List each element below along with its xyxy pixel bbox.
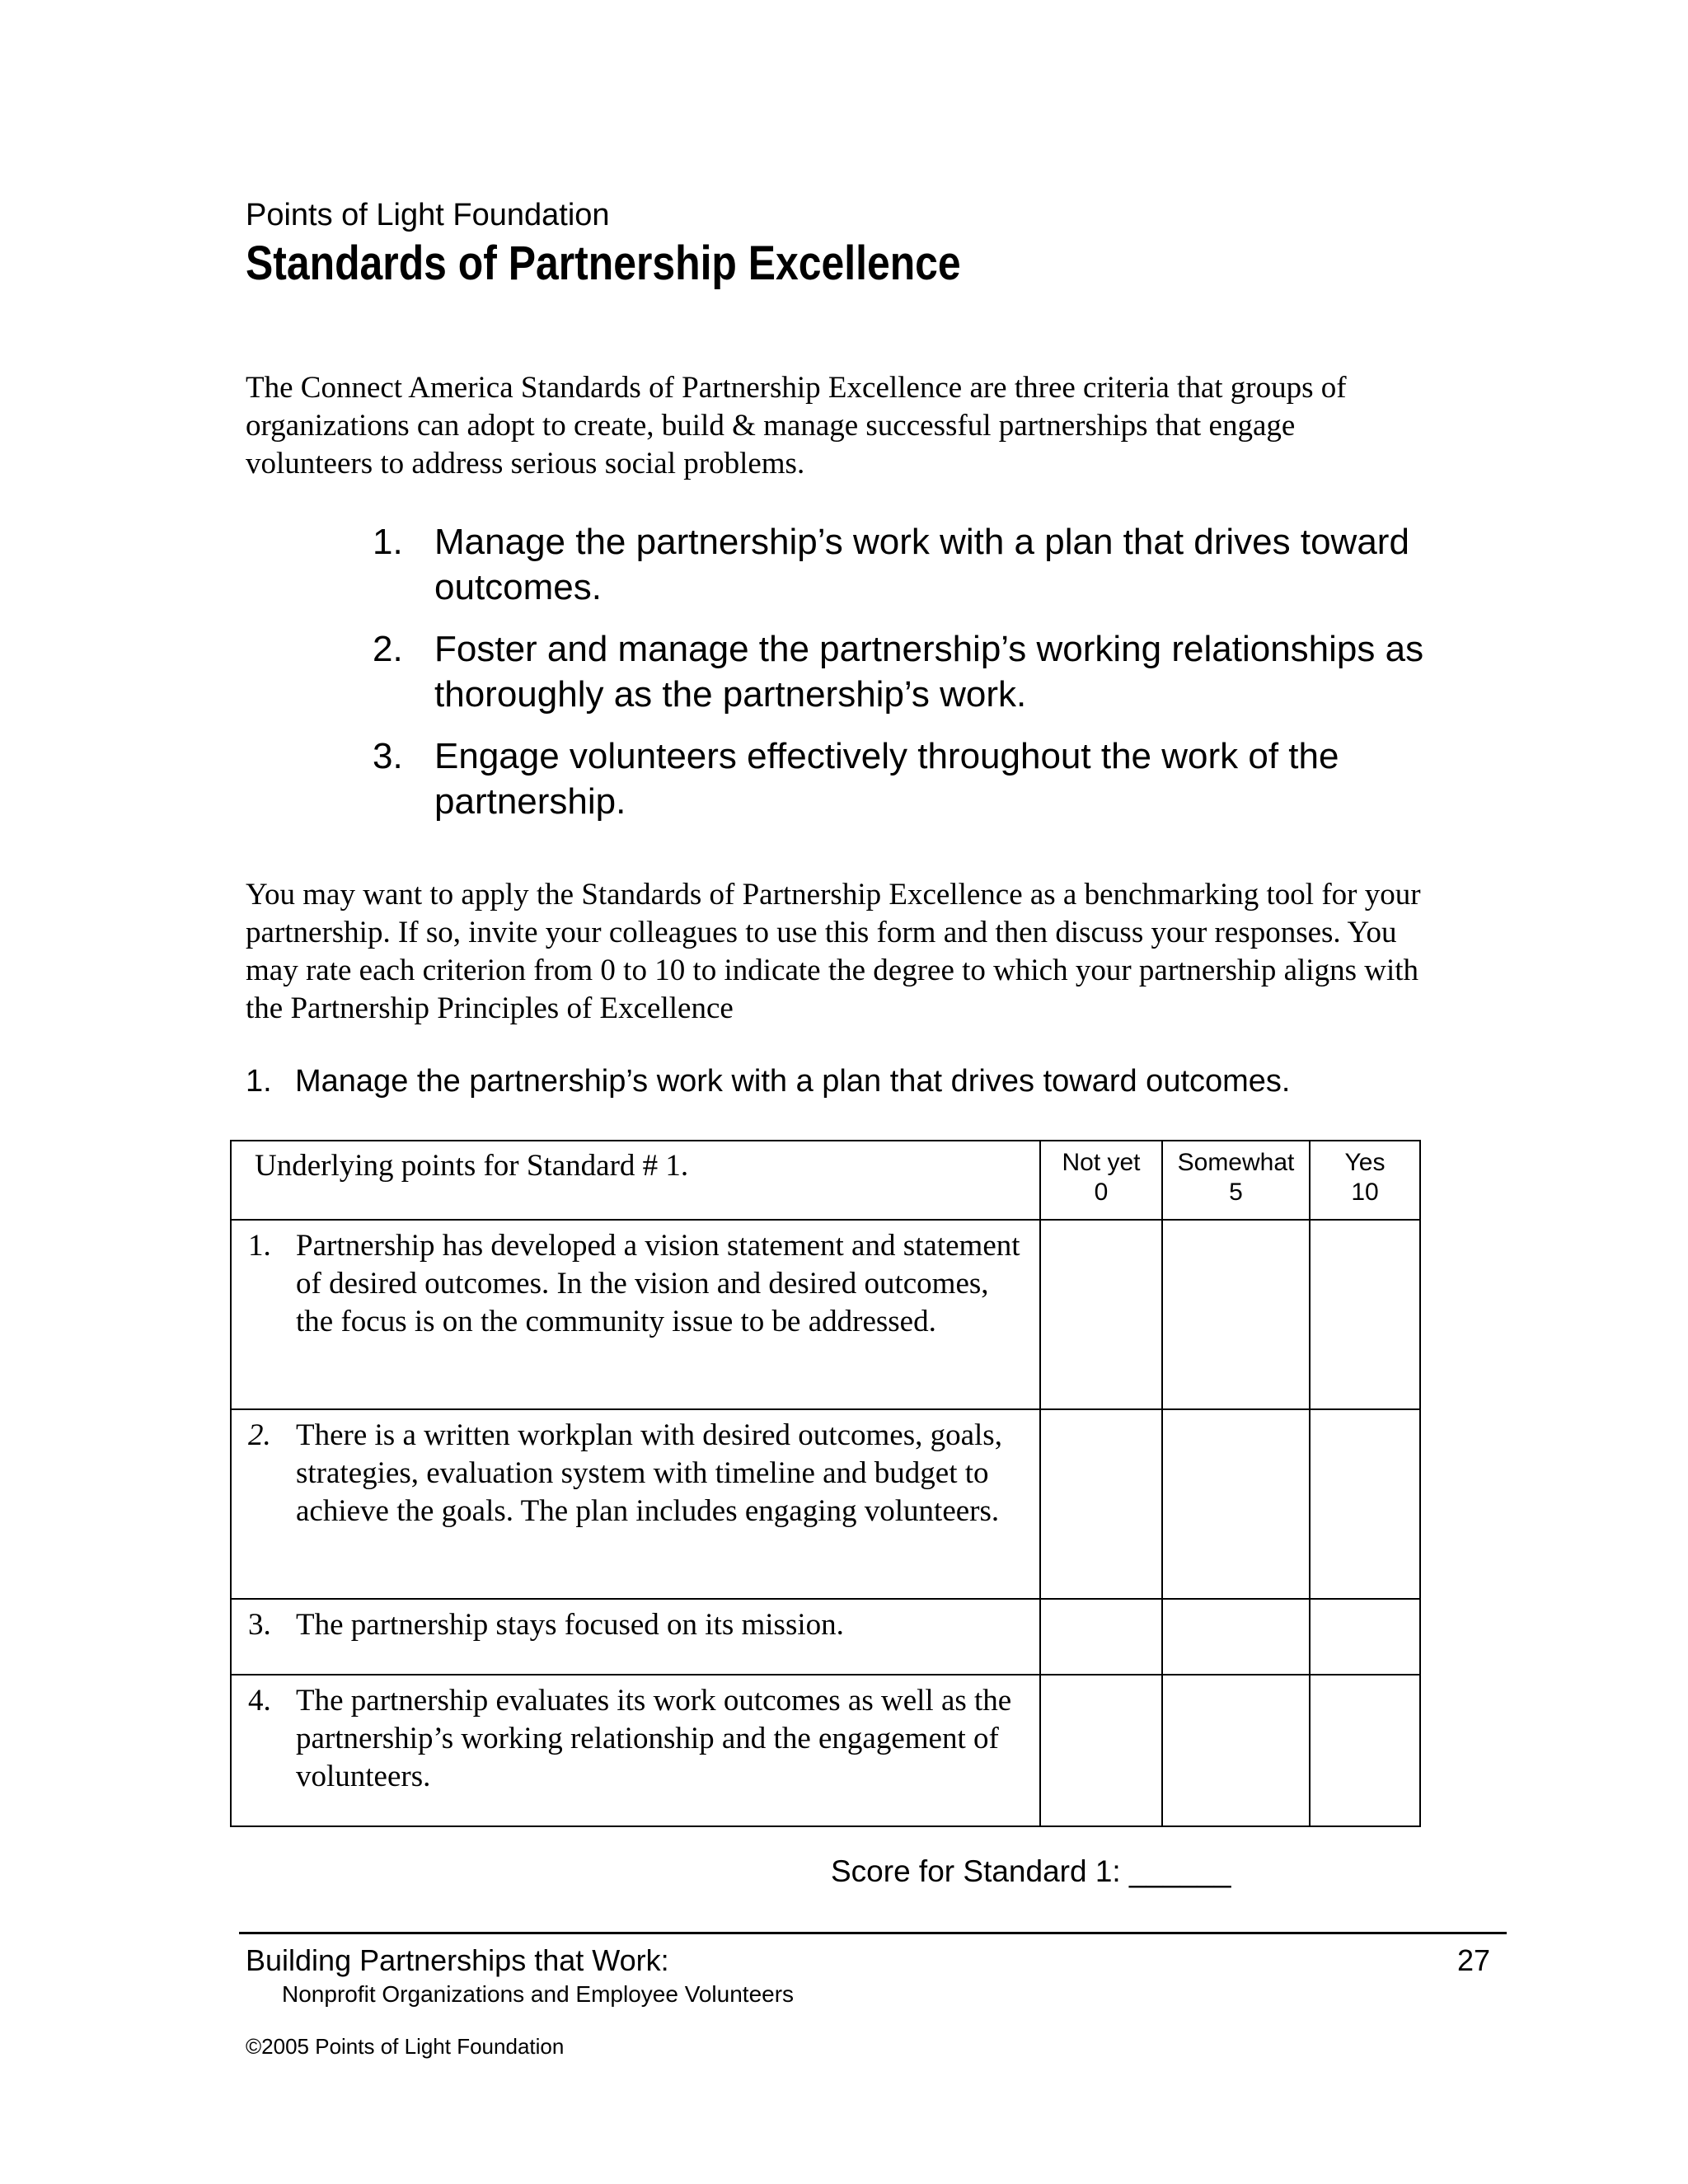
standard-number: 1. [373,522,403,562]
criterion-number: 3. [248,1608,271,1642]
rating-cell-yes[interactable] [1310,1675,1420,1826]
standard-number: 2. [373,629,403,669]
section-title: Manage the partnership’s work with a plan that drives toward outcomes. [295,1064,1291,1099]
rating-cell-not-yet[interactable] [1040,1675,1162,1826]
rating-header-yes [1310,1141,1420,1220]
rating-cell-not-yet[interactable] [1040,1599,1162,1675]
criterion-cell [231,1599,1040,1675]
rating-cell-yes[interactable] [1310,1220,1420,1409]
criterion-text: The partnership stays focused on its mission. [296,1608,844,1642]
standard-number: 3. [373,736,403,776]
score-line: Score for Standard 1: ______ [831,1854,1231,1888]
section-heading [246,1063,1317,1099]
section-number: 1. [246,1064,272,1099]
standard-item [342,733,1430,824]
standard-text: Engage volunteers effectively throughout the work of the partnership. [434,736,1339,822]
criterion-cell [231,1409,1040,1599]
rating-cell-yes[interactable] [1310,1409,1420,1599]
table-header-label: Underlying points for Standard # 1. [231,1141,1040,1220]
rating-table [230,1140,1421,1827]
criterion-text: There is a written workplan with desired outcomes, goals, strategies, evaluation system with timeline and budget to achieve the goals. The plan includes engaging volunteers. [296,1418,1002,1528]
criterion-number: 4. [248,1684,271,1718]
rating-header-somewhat [1162,1141,1310,1220]
criterion-cell [231,1675,1040,1826]
rating-cell-somewhat[interactable] [1162,1220,1310,1409]
rating-label: Yes [1344,1149,1386,1176]
criterion-text: The partnership evaluates its work outcomes as well as the partnership’s working relationship and the engagement of volunteers. [296,1684,1012,1793]
page-number: 27 [1457,1943,1491,1977]
criterion-number: 2. [248,1418,271,1452]
standard-text: Foster and manage the partnership’s working relationships as thoroughly as the partnership’s work. [434,629,1424,715]
rating-cell-not-yet[interactable] [1040,1220,1162,1409]
standards-list [342,519,1430,841]
table-header-row [231,1141,1420,1220]
organization-name: Points of Light Foundation [246,198,610,232]
footer-subtitle: Nonprofit Organizations and Employee Volunteers [282,1981,795,2007]
standard-item [342,519,1430,610]
rating-cell-somewhat[interactable] [1162,1675,1310,1826]
footer-divider [239,1932,1507,1934]
rating-cell-not-yet[interactable] [1040,1409,1162,1599]
criterion-number: 1. [248,1229,271,1263]
rating-cell-yes[interactable] [1310,1599,1420,1675]
criterion-cell [231,1220,1040,1409]
table-row [231,1409,1420,1599]
table-row [231,1675,1420,1826]
rating-header-not-yet [1040,1141,1162,1220]
rating-value: 5 [1229,1179,1243,1206]
rating-cell-somewhat[interactable] [1162,1599,1310,1675]
table-row [231,1220,1420,1409]
table-row [231,1599,1420,1675]
rating-label: Somewhat [1177,1149,1295,1176]
copyright-notice: ©2005 Points of Light Foundation [246,2034,565,2059]
standard-item [342,626,1430,717]
rating-cell-somewhat[interactable] [1162,1409,1310,1599]
criterion-text: Partnership has developed a vision statement and statement of desired outcomes. In the vision and desired outcomes, the focus is on the community issue to be addressed. [296,1229,1020,1338]
page-title: Standards of Partnership Excellence [246,237,961,290]
rating-value: 0 [1094,1179,1109,1206]
standard-text: Manage the partnership’s work with a plan that drives toward outcomes. [434,522,1409,607]
footer-book-title: Building Partnerships that Work: [246,1943,669,1977]
rating-label: Not yet [1062,1149,1141,1176]
intro-paragraph: The Connect America Standards of Partnership Excellence are three criteria that groups of organizations can adopt to create, build & manage successful partnerships that engage volunteers to address serious social problems. [246,371,1347,480]
rating-value: 10 [1351,1179,1379,1206]
benchmark-paragraph: You may want to apply the Standards of Partnership Excellence as a benchmarking tool for your partnership. If so, invite your colleagues to use this form and then discuss your responses. You may rate each criterion from 0 to 10 to indicate the degree to which your partnership aligns with the Partnership Principles of Excellence [246,878,1421,1025]
